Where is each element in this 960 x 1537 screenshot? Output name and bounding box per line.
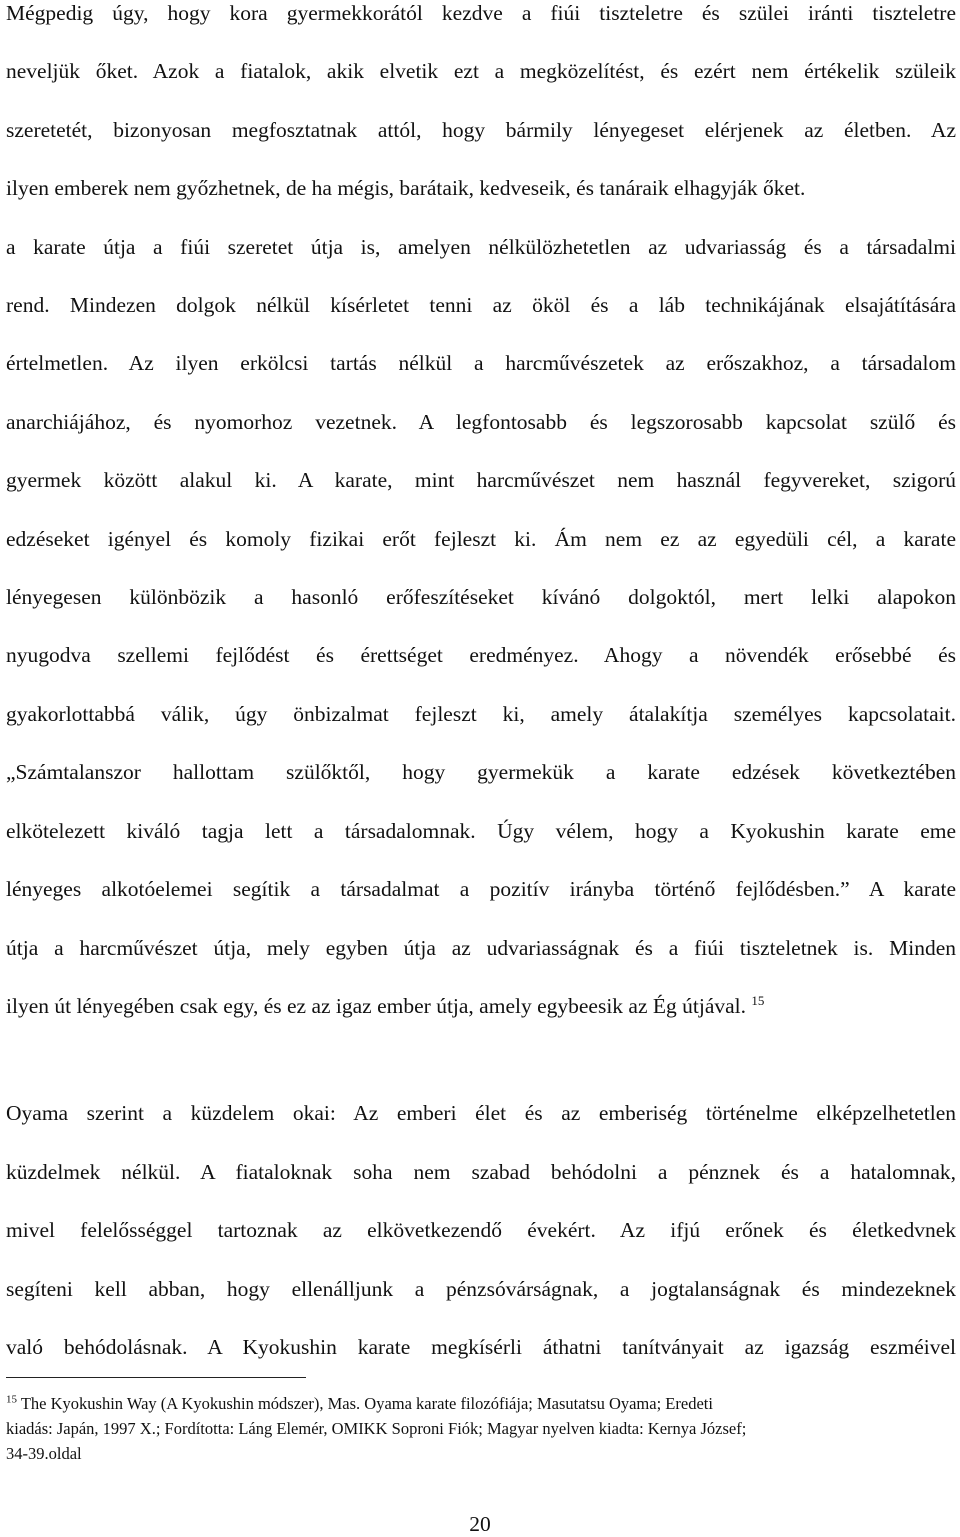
text-line: „Számtalanszor hallottam szülőktől, hogy gyermekük a karate edzések következtében bbox=[6, 760, 956, 785]
text-line: mivel felelősséggel tartoznak az elkövetkezendő évekért. Az ifjú erőnek és életkedvnek bbox=[6, 1218, 956, 1243]
text-line: való behódolásnak. A Kyokushin karate megkísérli áthatni tanítványait az igazság eszméivel bbox=[6, 1335, 956, 1360]
text-line: küzdelmek nélkül. A fiataloknak soha nem szabad behódolni a pénznek és a hatalomnak, bbox=[6, 1159, 956, 1184]
footnote bbox=[6, 1391, 956, 1466]
text-line: edzéseket igényel és komoly fizikai erőt fejleszt ki. Ám nem ez az egyedüli cél, a karate bbox=[6, 526, 956, 551]
page-number: 20 bbox=[469, 1512, 491, 1536]
text-line: Mégpedig úgy, hogy kora gyermekkorától kezdve a fiúi tiszteletre és szülei iránti tiszteletre bbox=[6, 1, 956, 25]
footnote-divider bbox=[6, 1377, 306, 1378]
text-line: gyermek között alakul ki. A karate, mint harcművészet nem használ fegyvereket, szigorú bbox=[6, 468, 956, 493]
text-line: útja a harcművészet útja, mely egyben útja az udvariasságnak és a fiúi tiszteletnek is. Minden bbox=[6, 935, 956, 960]
text-line: szeretetét, bizonyosan megfosztatnak attól, hogy bármily lényegeset elérjenek az életben. Az bbox=[6, 117, 956, 142]
text-line: anarchiájához, és nyomorhoz vezetnek. A legfontosabb és legszorosabb kapcsolat szülő és bbox=[6, 409, 956, 434]
text-line: Oyama szerint a küzdelem okai: Az emberi élet és az emberiség történelme elképzelhetetlen bbox=[6, 1101, 956, 1125]
footnote-line: 34-39.oldal bbox=[6, 1444, 82, 1463]
footnote-line bbox=[6, 1391, 956, 1416]
text-line: gyakorlottabbá válik, úgy önbizalmat fejleszt ki, amely átalakítja személyes kapcsolatait. bbox=[6, 701, 956, 726]
text-line: lényeges alkotóelemei segítik a társadalmat a pozitív irányba történő fejlődésben.” A karate bbox=[6, 877, 956, 902]
text-line: értelmetlen. Az ilyen erkölcsi tartás nélkül a harcművészetek az erőszakhoz, a társadalom bbox=[6, 351, 956, 376]
text-line: elkötelezett kiváló tagja lett a társadalomnak. Úgy vélem, hogy a Kyokushin karate eme bbox=[6, 818, 956, 843]
text-line-last bbox=[6, 977, 956, 1035]
text-line: lényegesen különbözik a hasonló erőfeszítéseket kívánó dolgoktól, mert lelki alapokon bbox=[6, 585, 956, 610]
last-line-text: ilyen út lényegében csak egy, és ez az igaz ember útja, amely egybeesik az Ég útjával. bbox=[6, 993, 747, 1018]
footnote-reference[interactable]: 15 bbox=[751, 992, 765, 1008]
paragraph-2 bbox=[6, 1084, 956, 1377]
footnote-line: kiadás: Japán, 1997 X.; Fordította: Láng Elemér, OMIKK Soproni Fiók; Magyar nyelven kiadta: Kernya József; bbox=[6, 1419, 747, 1438]
text-line: a karate útja a fiúi szeretet útja is, amelyen nélkülözhetetlen az udvariasság és a társadalmi bbox=[6, 234, 956, 259]
paragraph-1 bbox=[6, 0, 956, 1035]
text-line: nyugodva szellemi fejlődést és érettséget eredményez. Ahogy a növendék erősebbé és bbox=[6, 643, 956, 668]
footnote-text: The Kyokushin Way (A Kyokushin módszer), Mas. Oyama karate filozófiája; Masutatsu Oyama; Eredeti bbox=[20, 1394, 713, 1413]
text-line: rend. Mindezen dolgok nélkül kísérletet tenni az ököl és a láb technikájának elsajátítására bbox=[6, 293, 956, 318]
footnote-number: 15 bbox=[6, 1393, 17, 1406]
text-line: neveljük őket. Azok a fiatalok, akik elvetik ezt a megközelítést, és ezért nem értékelik szüleik bbox=[6, 59, 956, 84]
text-line: ilyen emberek nem győzhetnek, de ha mégis, barátaik, kedveseik, és tanáraik elhagyják őket. bbox=[6, 176, 806, 201]
text-line: segíteni kell abban, hogy ellenálljunk a pénzsóvárságnak, a jogtalanságnak és mindezeknek bbox=[6, 1276, 956, 1301]
